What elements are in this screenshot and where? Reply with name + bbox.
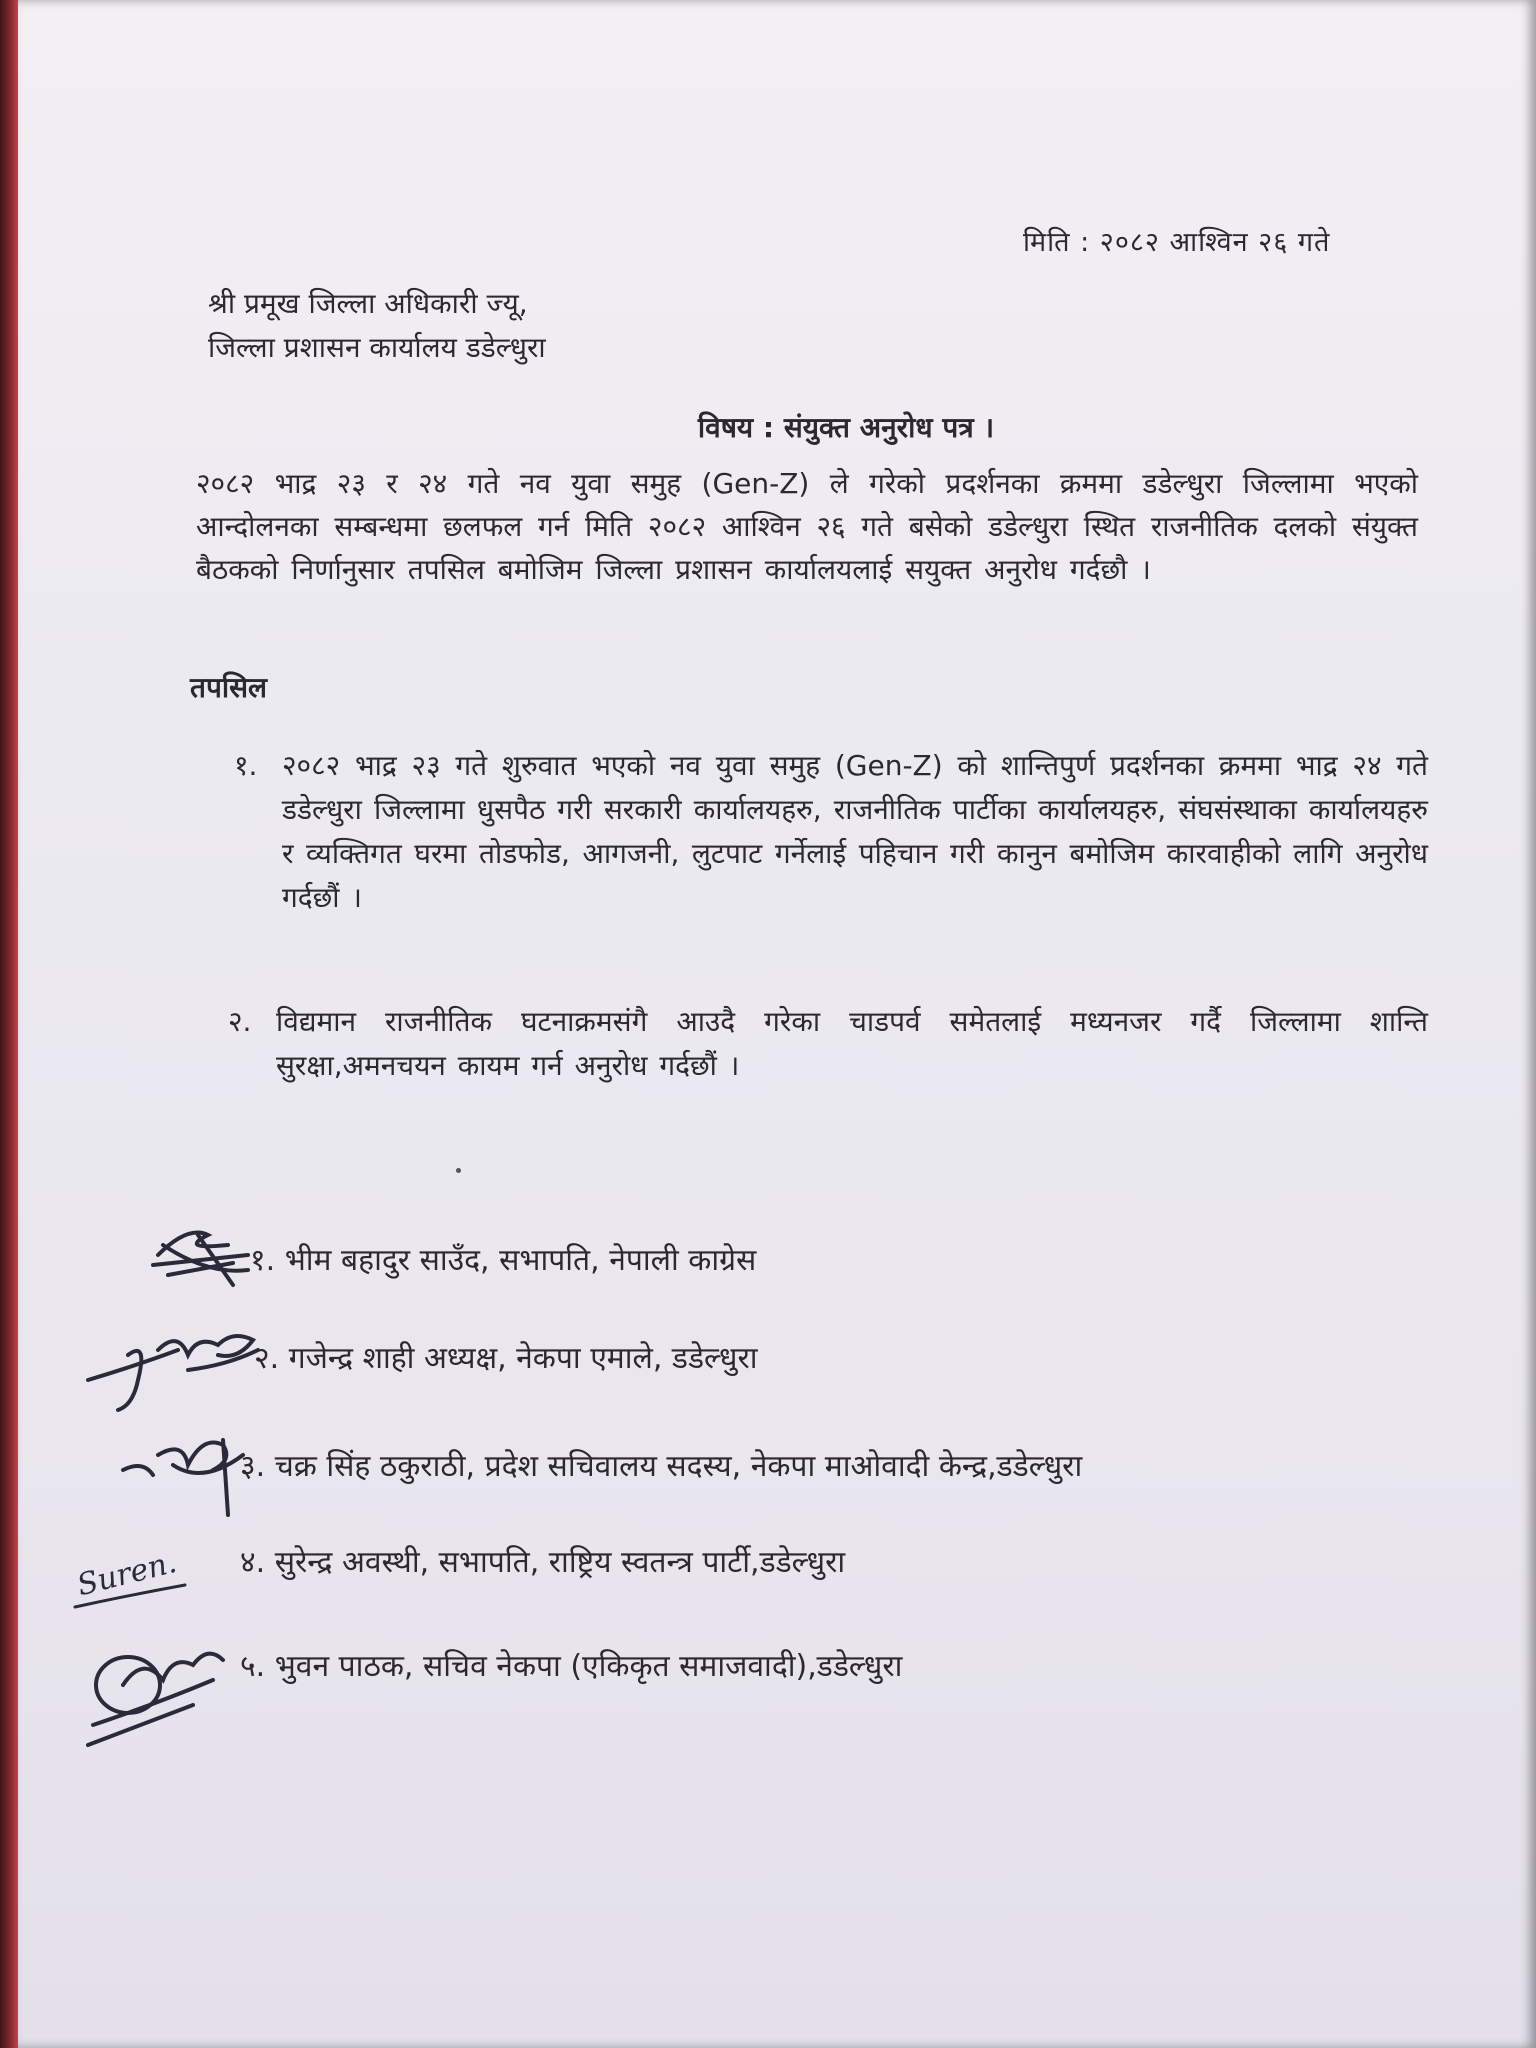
letter-page [18, 0, 1536, 2048]
addressee-block [208, 282, 546, 370]
letter-date: मिति : २०८२ आश्विन २६ गते [1023, 227, 1331, 258]
body-paragraph: २०८२ भाद्र २३ र २४ गते नव युवा समुह (Gen-Z) ले गरेको प्रदर्शनका क्रममा डडेल्धुरा जिल्लामा भएको आन्दोलनका सम्बन्धमा छलफल गर्न मिति २०८२ आश्विन २६ गते बसेको डडेल्धुरा स्थित राजनीतिक दलको संयुक्त बैठकको निर्णानुसार तपसिल बमोजिम जिल्ला प्रशासन कार्यालयलाई सयुक्त अनुरोध गर्दछौ । [196, 467, 1418, 586]
signatory-number: ४. [240, 1545, 266, 1580]
table-edge [0, 0, 18, 2048]
detail-item-text: विद्यमान राजनीतिक घटनाक्रमसंगै आउदै गरेका चाडपर्व समेतलाई मध्यनजर गर्दै जिल्लामा शान्ति सुरक्षा,अमनचयन कायम गर्न अनुरोध गर्दछौं । [276, 1005, 1428, 1082]
signatory-number: ५. [240, 1649, 266, 1684]
signatory-text: सुरेन्द्र अवस्थी, सभापति, राष्ट्रिय स्वतन्त्र पार्टी,डडेल्धुरा [274, 1545, 846, 1580]
signatory-number: ३. [240, 1449, 266, 1484]
signatory-number: २. [254, 1341, 280, 1376]
details-heading: तपसिल [190, 671, 268, 704]
signatory-number: १. [250, 1243, 276, 1278]
svg-text:Suren.: Suren. [73, 1545, 181, 1604]
signatory-1 [250, 1238, 756, 1279]
signatory-4 [240, 1540, 845, 1581]
detail-item-2 [228, 1000, 1428, 1088]
signatory-3 [240, 1444, 1082, 1485]
signatory-text: चक्र सिंह ठकुराठी, प्रदेश सचिवालय सदस्य, नेकपा माओवादी केन्द्र,डडेल्धुरा [274, 1449, 1083, 1484]
signatory-2 [254, 1336, 758, 1377]
signature-5 [73, 1625, 233, 1765]
signatory-text: भीम बहादुर साउँद, सभापति, नेपाली काग्रेस [284, 1243, 757, 1278]
ink-speck [456, 1168, 461, 1173]
subject-line: विषय : संयुक्त अनुरोध पत्र । [697, 411, 995, 444]
addressee-line-2: जिल्ला प्रशासन कार्यालय डडेल्धुरा [208, 331, 546, 364]
signature-1 [138, 1215, 268, 1295]
detail-item-1 [234, 744, 1428, 920]
detail-item-number: २. [228, 1005, 252, 1038]
signatory-5 [240, 1644, 902, 1685]
signature-4 [70, 1545, 200, 1615]
detail-item-number: १. [234, 749, 258, 782]
signatory-text: भुवन पाठक, सचिव नेकपा (एकिकृत समाजवादी),डडेल्धुरा [274, 1649, 903, 1684]
signature-3 [113, 1415, 273, 1525]
signatory-text: गजेन्द्र शाही अध्यक्ष, नेकपा एमाले, डडेल्धुरा [288, 1341, 758, 1376]
signature-2 [68, 1310, 278, 1420]
detail-item-text: २०८२ भाद्र २३ गते शुरुवात भएको नव युवा समुह (Gen-Z) को शान्तिपुर्ण प्रदर्शनका क्रममा भाद्र २४ गते डडेल्धुरा जिल्लामा धुसपैठ गरी सरकारी कार्यालयहरु, राजनीतिक पार्टीका कार्यालयहरु, संघसंस्थाका कार्यालयहरु र व्यक्तिगत घरमा तोडफोड, आगजनी, लुटपाट गर्नेलाई पहिचान गरी कानुन बमोजिम कारवाहीको लागि अनुरोध गर्दछौं । [282, 749, 1428, 914]
addressee-line-1: श्री प्रमूख जिल्ला अधिकारी ज्यू, [208, 287, 528, 320]
